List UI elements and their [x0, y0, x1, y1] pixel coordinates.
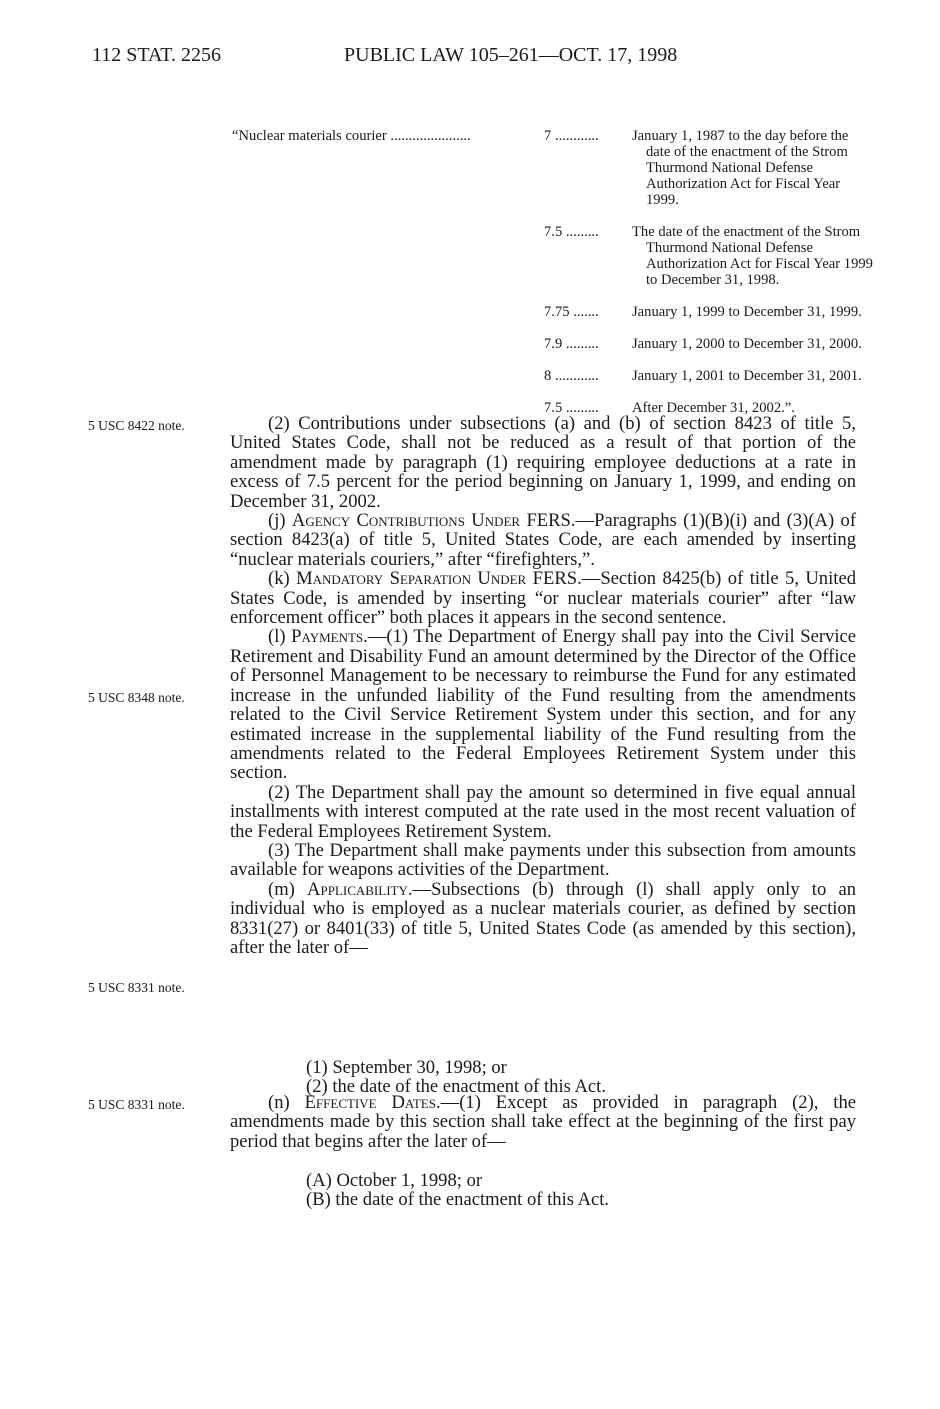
list-item: (B) the date of the enactment of this Act. — [306, 1189, 610, 1210]
rate-period: January 1, 1987 to the day before the date of the enactment of the Strom Thurmond National Defense Authorization Act for Fiscal Year 1999. — [632, 128, 849, 208]
margin-note: 5 USC 8331 note. — [88, 980, 185, 995]
margin-note: 5 USC 8331 note. — [88, 1097, 185, 1112]
rate-period: After December 31, 2002.”. — [632, 400, 795, 416]
rate-percent: 7.5 ......... — [544, 224, 599, 240]
rate-period: January 1, 2000 to December 31, 2000. — [632, 336, 862, 352]
subsection-l-paragraph-3: (3) The Department shall make payments under this subsection from amounts available for weapons activities of the Department. — [230, 839, 856, 881]
subsection-k: (k) Mandatory Separation Under FERS.—Section 8425(b) of title 5, United States Code, is amended by inserting “or nuclear materials courier” after “law enforcement officer” both places it appears in the second sentence. — [230, 568, 856, 629]
list-item: (2) the date of the enactment of this Act. — [306, 1076, 606, 1097]
subsection-n-body — [230, 1093, 856, 1151]
list-item: (A) October 1, 1998; or — [306, 1170, 483, 1191]
section-body — [230, 414, 856, 957]
subsection-n: (n) Effective Dates.—(1) Except as provided in paragraph (2), the amendments made by this section shall take effect at the beginning of the first pay period that begins after the later of— — [230, 1092, 857, 1152]
rate-period: January 1, 1999 to December 31, 1999. — [632, 304, 862, 320]
subsection-l-paragraph-2: (2) The Department shall pay the amount so determined in five equal annual installments with interest computed at the rate used in the most recent valuation of the Federal Employees Retirement System. — [230, 781, 856, 842]
statute-page-number: 112 STAT. 2256 — [92, 44, 221, 66]
rate-period: The date of the enactment of the Strom Thurmond National Defense Authorization Act for Fiscal Year 1999 to December 31, 1998. — [632, 224, 873, 288]
subsection-heading: Payments. — [291, 626, 368, 648]
paragraph-2: (2) Contributions under subsections (a) and (b) of section 8423 of title 5, United States Code, shall not be reduced as a result of that portion of the amendment made by paragraph (1) requiring employee deductions at a rate in excess of 7.5 percent for the period beginning on January 1, 1999, and ending on December 31, 2002. — [230, 413, 856, 512]
subsection-l: (l) Payments.—(1) The Department of Energy shall pay into the Civil Service Retirement and Disability Fund an amount determined by the Director of the Office of Personnel Management to be necessary to reimburse the Fund for any estimated increase in the unfunded liability of the Fund resulting from the amendments related to the Civil Service Retirement System under this section, and for any estimated increase in the supplemental liability of the Fund resulting from the amendments related to the Federal Employees Retirement System under this section. — [230, 626, 856, 784]
subsection-m: (m) Applicability.—Subsections (b) through (l) shall apply only to an individual who is employed as a nuclear materials courier, as defined by section 8331(27) or 8401(33) of title 5, United States Code (as amended by this section), after the later of— — [230, 878, 857, 958]
subsection-heading: Mandatory Separation Under FERS. — [296, 568, 582, 590]
subsection-heading: Agency Contributions Under FERS. — [291, 510, 576, 532]
subsection-heading: Applicability. — [307, 878, 413, 900]
list-item: (1) September 30, 1998; or — [306, 1057, 507, 1078]
subsection-j: (j) Agency Contributions Under FERS.—Paragraphs (1)(B)(i) and (3)(A) of section 8423(a) of title 5, United States Code, are each amended by inserting “nuclear materials couriers,” after “firefighters,”. — [230, 510, 857, 570]
law-title: PUBLIC LAW 105–261—OCT. 17, 1998 — [344, 44, 678, 66]
rate-percent: 8 ............ — [544, 368, 599, 384]
margin-note: 5 USC 8348 note. — [88, 690, 185, 705]
rate-percent: 7.9 ......... — [544, 336, 599, 352]
rate-percent: 7 ............ — [544, 128, 599, 144]
subsection-heading: Effective Dates. — [304, 1092, 441, 1113]
rate-percent: 7.5 ......... — [544, 400, 599, 416]
rate-table-label: “Nuclear materials courier ...................... — [232, 128, 471, 144]
rate-percent: 7.75 ....... — [544, 304, 599, 320]
margin-note: 5 USC 8422 note. — [88, 418, 185, 433]
rate-period: January 1, 2001 to December 31, 2001. — [632, 368, 862, 384]
